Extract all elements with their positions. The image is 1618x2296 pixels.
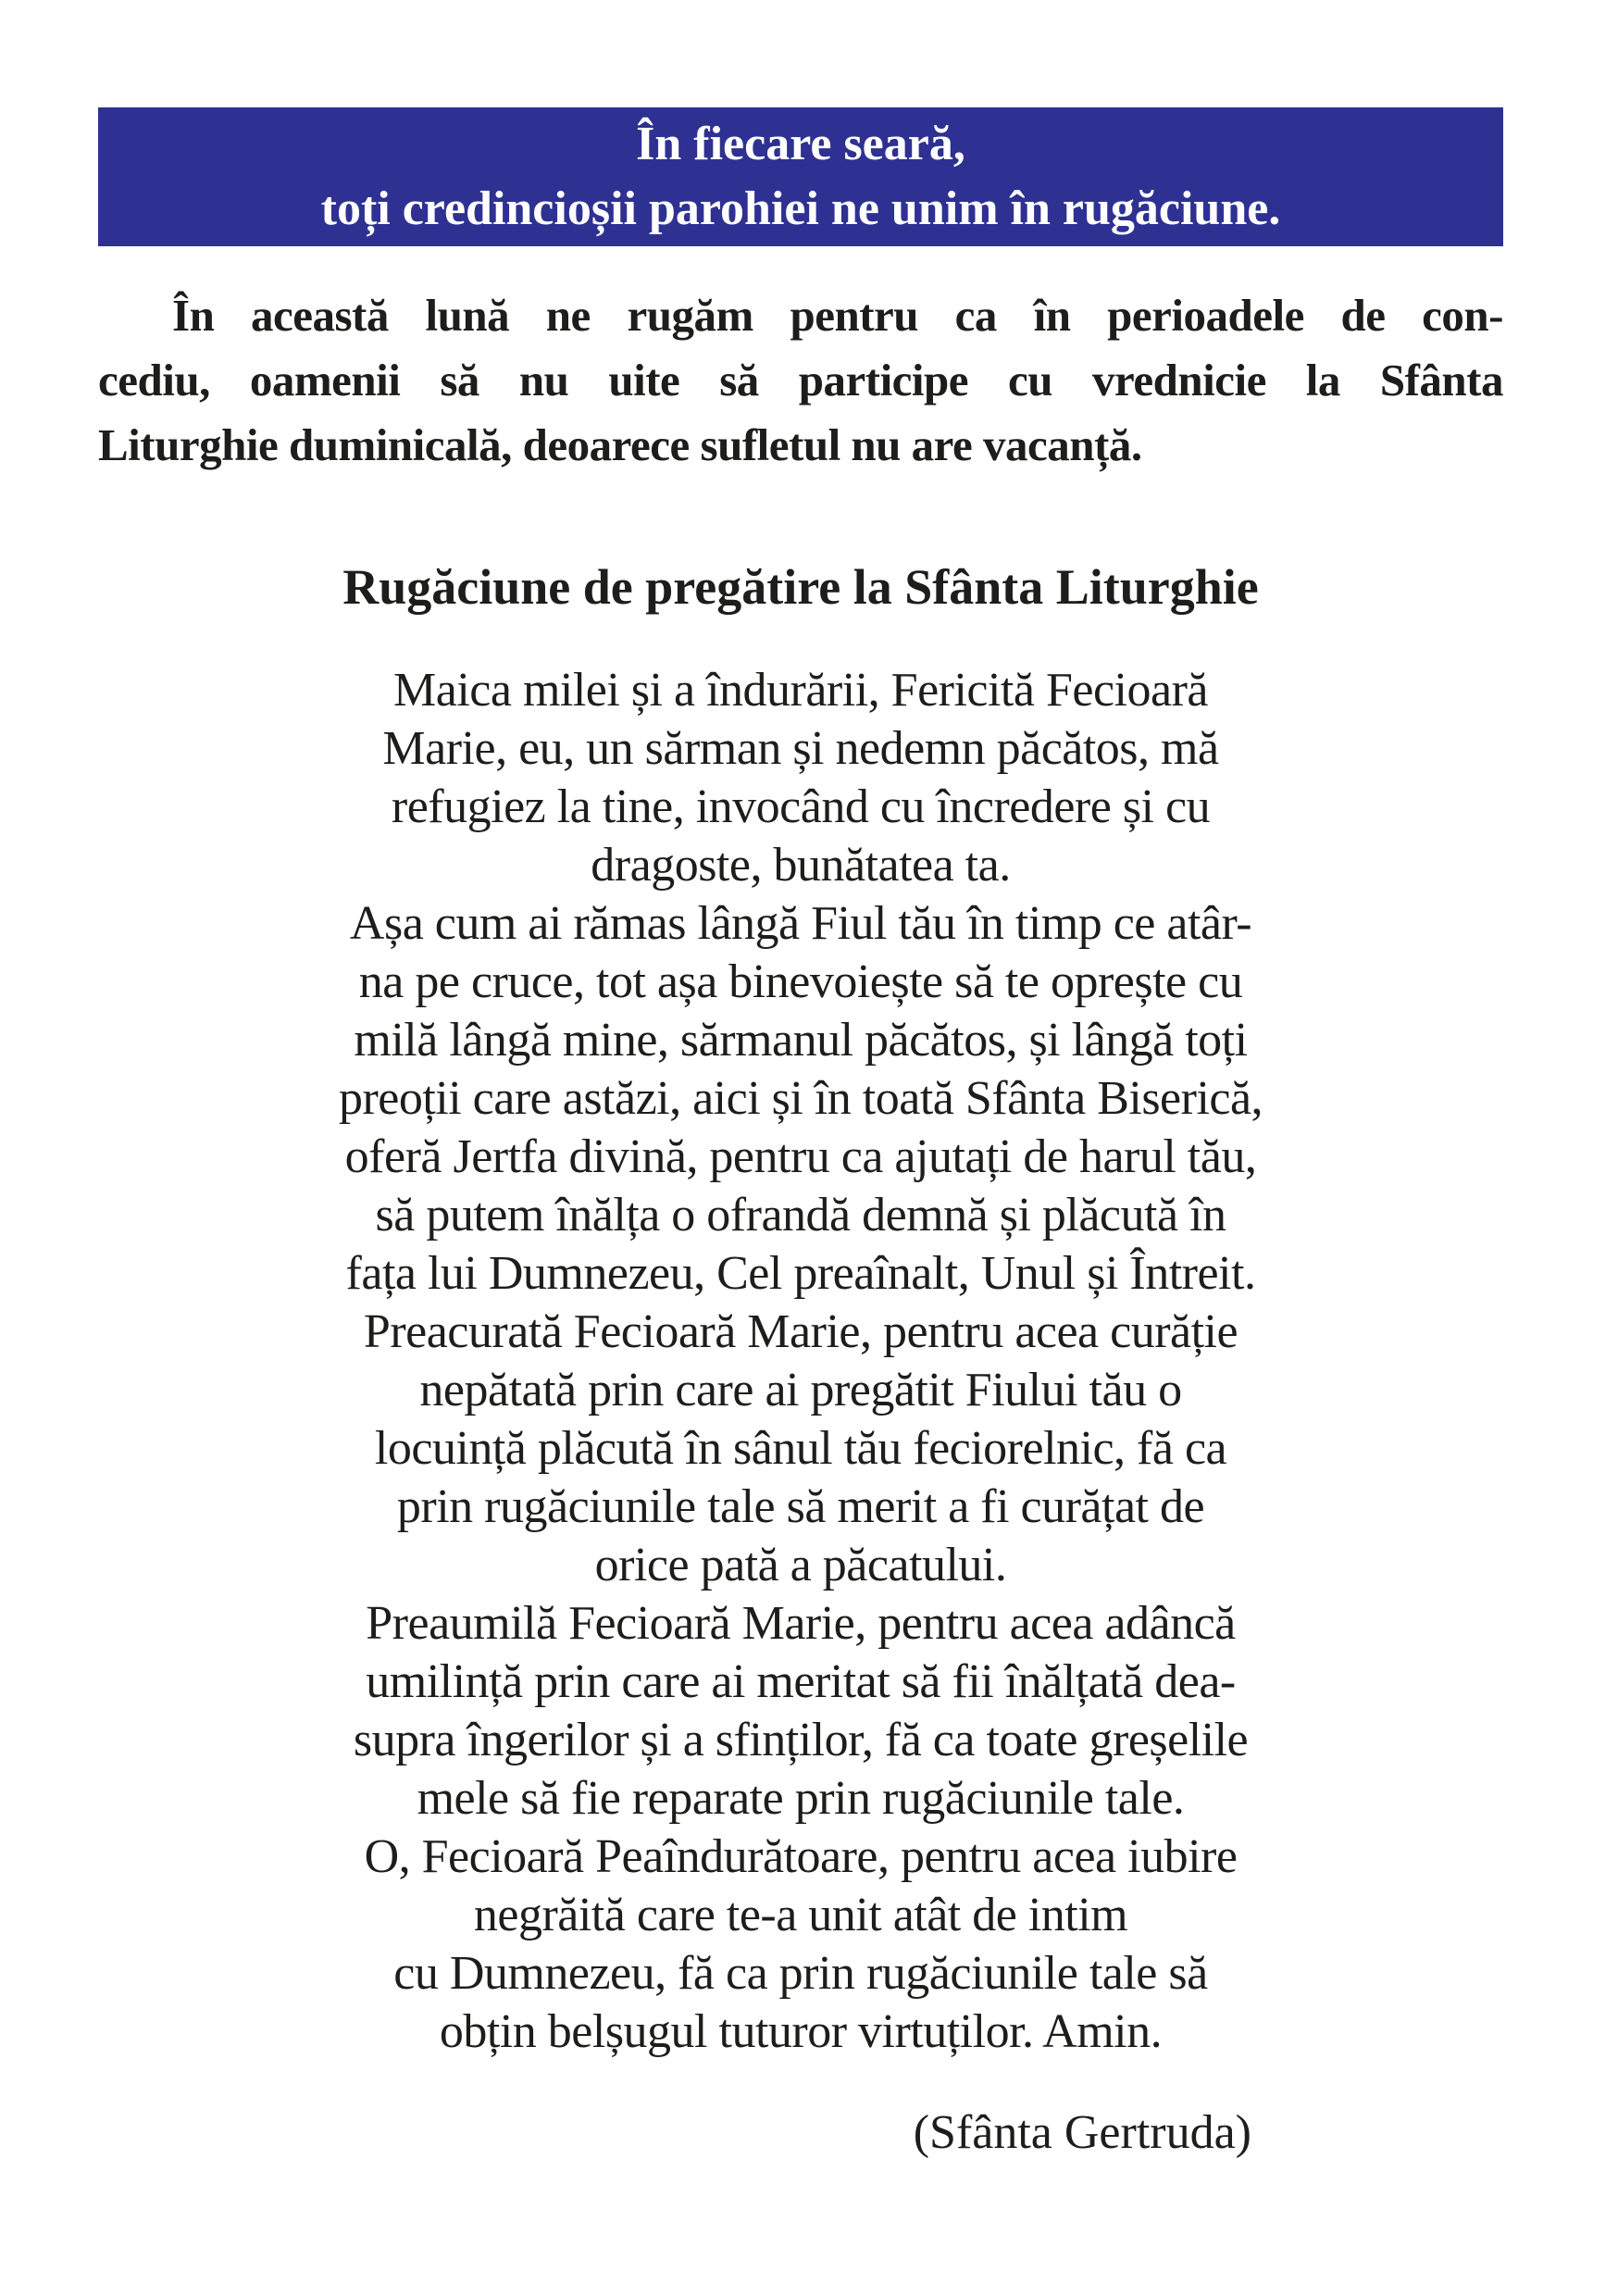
prayer-line: milă lângă mine, sărmanul păcătos, și lângă toți [354, 1014, 1248, 1067]
prayer-line: oferă Jertfa divină, pentru ca ajutați de harul tău, [344, 1130, 1257, 1183]
prayer-body [98, 661, 1503, 2061]
prayer-line: na pe cruce, tot așa binevoiește să te oprește cu [358, 955, 1243, 1008]
intro-line: În această lună ne rugăm pentru ca în perioadele de con- [172, 290, 1503, 341]
prayer-line: dragoste, bunătatea ta. [591, 839, 1011, 892]
prayer-line: orice pată a păcatului. [594, 1539, 1007, 1591]
prayer-line: nepătată prin care ai pregătit Fiului tău o [419, 1364, 1182, 1416]
prayer-line: O, Fecioară Peaîndurătoare, pentru acea iubire [364, 1830, 1238, 1883]
banner-line: În fiecare seară, [636, 118, 965, 170]
prayer-line: obțin belșugul tuturor virtuților. Amin. [439, 2005, 1163, 2058]
prayer-line: Marie, eu, un sărman și nedemn păcătos, mă [382, 722, 1219, 775]
prayer-line: fața lui Dumnezeu, Cel preaînalt, Unul și Întreit. [345, 1247, 1256, 1300]
prayer-line: prin rugăciunile tale să merit a fi curățat de [396, 1480, 1205, 1533]
prayer-line: supra îngerilor și a sfinților, fă ca toate greșelile [353, 1714, 1249, 1766]
prayer-line: mele să fie reparate prin rugăciunile tale. [417, 1772, 1185, 1825]
intro-line: cediu, oamenii să nu uite să participe cu vrednicie la Sfânta [98, 355, 1503, 406]
prayer-line: Așa cum ai rămas lângă Fiul tău în timp ce atâr- [349, 897, 1252, 950]
evening-prayer-banner [98, 107, 1503, 246]
prayer-line: să putem înălța o ofrandă demnă și plăcută în [375, 1189, 1226, 1242]
prayer-line: Preaumilă Fecioară Marie, pentru acea adâncă [366, 1597, 1236, 1650]
attribution-saint-gertrude: (Sfânta Gertruda) [913, 2106, 1251, 2159]
monthly-intention-paragraph [98, 283, 1503, 478]
prayer-line: umilință prin care ai meritat să fii înălțată dea- [366, 1655, 1236, 1708]
banner-line: toți credincioșii parohiei ne unim în rugăciune. [320, 182, 1281, 235]
prayer-line: refugiez la tine, invocând cu încredere și cu [391, 780, 1211, 833]
prayer-line: preoții care astăzi, aici și în toată Sfânta Biserică, [338, 1072, 1263, 1125]
prayer-line: cu Dumnezeu, fă ca prin rugăciunile tale să [393, 1947, 1208, 2000]
prayer-title: Rugăciune de pregătire la Sfânta Liturghie [342, 559, 1259, 615]
prayer-line: locuință plăcută în sânul tău feciorelnic, fă ca [374, 1422, 1227, 1475]
prayer-line: Preacurată Fecioară Marie, pentru acea curăție [363, 1305, 1238, 1358]
intro-line: Liturghie duminicală, deoarece sufletul nu are vacanță. [98, 419, 1142, 470]
prayer-line: negrăită care te-a unit atât de intim [473, 1889, 1128, 1941]
prayer-line: Maica milei și a îndurării, Fericită Fecioară [393, 664, 1208, 717]
